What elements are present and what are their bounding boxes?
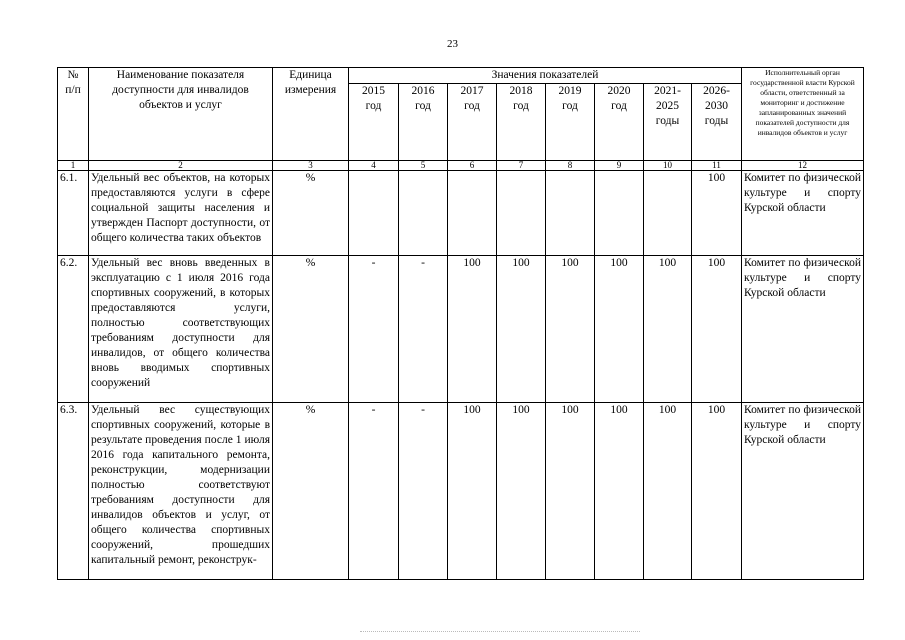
value-cell: 100 [448, 403, 497, 580]
value-cell: 100 [595, 256, 644, 403]
value-cell [595, 171, 644, 256]
value-cell: - [399, 403, 448, 580]
column-number: 3 [273, 161, 349, 171]
column-numbers-row [58, 161, 864, 171]
value-cell: 100 [692, 256, 742, 403]
table-body [58, 171, 864, 580]
table-row [58, 256, 864, 403]
column-number: 4 [349, 161, 399, 171]
header-year: 2015 год [349, 84, 399, 161]
column-number: 12 [742, 161, 864, 171]
header-num-text: № п/п [65, 69, 81, 96]
page-number: 23 [447, 38, 458, 50]
header-year: 2020 год [595, 84, 644, 161]
header-year: 2021- 2025 годы [644, 84, 692, 161]
indicator-name: Удельный вес вновь введенных в эксплуатацию с 1 июля 2016 года спортивных сооружений, в которых предоставляются услуги, полностью соответствующих требованиям доступности для инвалидов, от общего количества вновь вводимых спортивных сооружений [89, 256, 273, 403]
indicator-name: Удельный вес объектов, на которых предоставляются услуги в сфере социальной защиты населения и утвержден Паспорт доступности, от общего количества таких объектов [89, 171, 273, 256]
value-cell [349, 171, 399, 256]
table-row [58, 403, 864, 580]
indicators-table [57, 67, 864, 580]
header-year: 2026- 2030 годы [692, 84, 742, 161]
value-cell: - [399, 256, 448, 403]
value-cell: 100 [546, 403, 595, 580]
value-cell: 100 [546, 256, 595, 403]
header-name [89, 68, 273, 161]
unit-cell: % [273, 403, 349, 580]
header-organ: Исполнительный орган государственной власти Курской области, ответственный за мониторинг и достижение запланированных значений показателей доступности для инвалидов объектов и услуг [742, 68, 864, 161]
value-cell [497, 171, 546, 256]
value-cell: 100 [692, 171, 742, 256]
value-cell: 100 [644, 256, 692, 403]
header-unit [273, 68, 349, 161]
value-cell: - [349, 256, 399, 403]
header-year: 2017 год [448, 84, 497, 161]
value-cell: 100 [692, 403, 742, 580]
value-cell [644, 171, 692, 256]
column-number: 11 [692, 161, 742, 171]
column-number: 2 [89, 161, 273, 171]
header-unit-text: Единица измерения [284, 69, 337, 96]
value-cell [448, 171, 497, 256]
value-cell: 100 [497, 403, 546, 580]
column-number: 7 [497, 161, 546, 171]
value-cell [399, 171, 448, 256]
row-number: 6.2. [58, 256, 89, 403]
value-cell: - [349, 403, 399, 580]
column-number: 8 [546, 161, 595, 171]
column-number: 6 [448, 161, 497, 171]
header-name-text: Наименование показателя доступности для инвалидов объектов и услуг [112, 69, 249, 111]
organ-cell: Комитет по физической культуре и спорту Курской области [742, 256, 864, 403]
unit-cell: % [273, 171, 349, 256]
row-number: 6.3. [58, 403, 89, 580]
row-number: 6.1. [58, 171, 89, 256]
footer-mark [360, 631, 640, 635]
header-year: 2019 год [546, 84, 595, 161]
value-cell: 100 [644, 403, 692, 580]
column-number: 5 [399, 161, 448, 171]
header-values: Значения показателей [349, 68, 742, 84]
table-row [58, 171, 864, 256]
header-num [58, 68, 89, 161]
column-number: 9 [595, 161, 644, 171]
value-cell: 100 [448, 256, 497, 403]
column-number: 1 [58, 161, 89, 171]
value-cell: 100 [595, 403, 644, 580]
header-year: 2018 год [497, 84, 546, 161]
organ-cell: Комитет по физической культуре и спорту Курской области [742, 403, 864, 580]
value-cell [546, 171, 595, 256]
column-number: 10 [644, 161, 692, 171]
organ-cell: Комитет по физической культуре и спорту Курской области [742, 171, 864, 256]
unit-cell: % [273, 256, 349, 403]
value-cell: 100 [497, 256, 546, 403]
indicator-name: Удельный вес существующих спортивных сооружений, которые в результате проведения после 1 июля 2016 года капитального ремонта, реконструкции, модернизации полностью соответствуют требованиям доступности для инвалидов объектов и услуг, от общего количества спортивных сооружений, прошедших капитальный ремонт, реконструк- [89, 403, 273, 580]
header-year: 2016 год [399, 84, 448, 161]
